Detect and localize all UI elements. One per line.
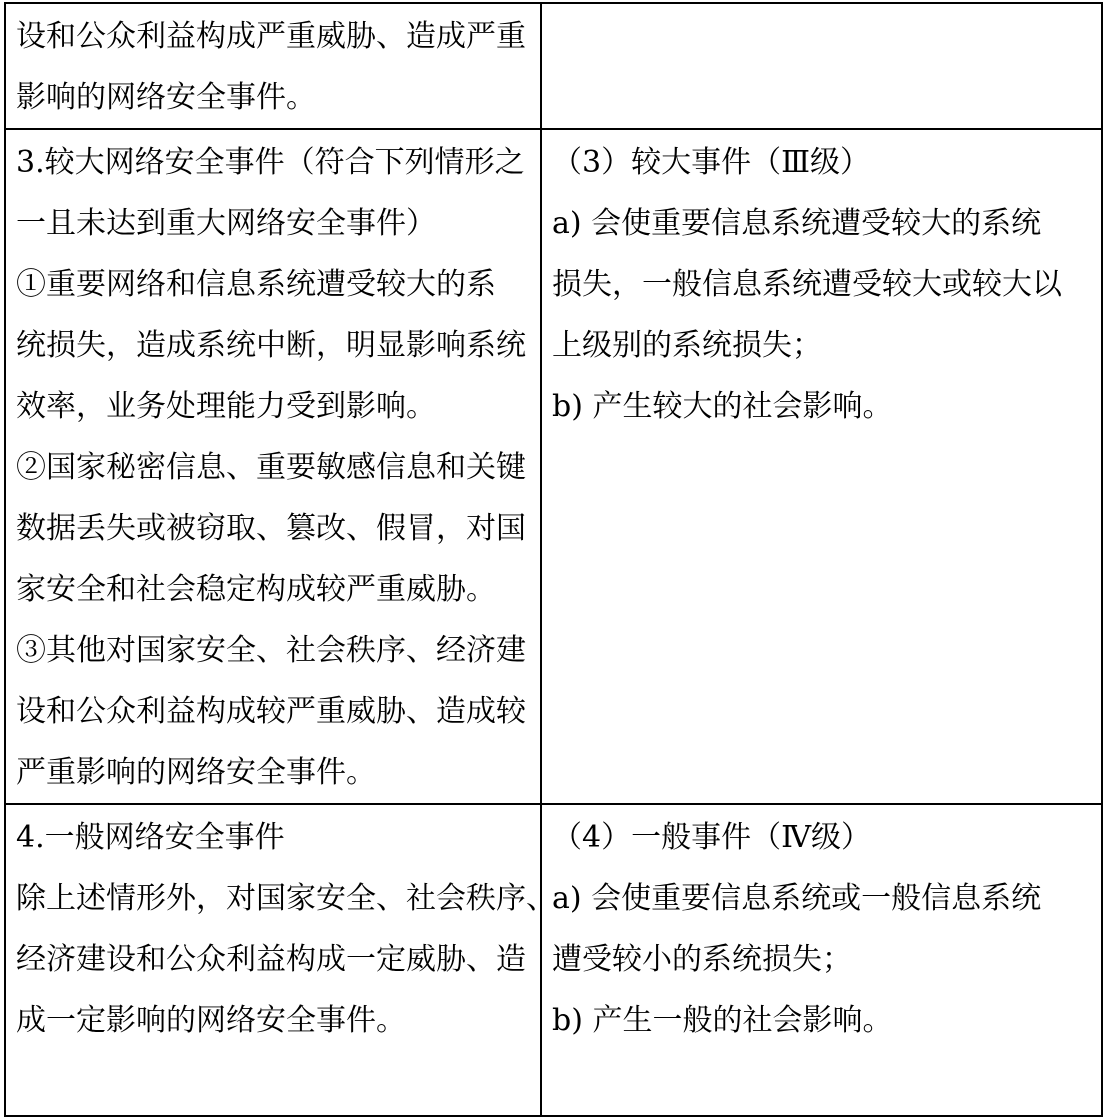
text-line: 一且未达到重大网络安全事件） <box>16 206 436 241</box>
text-line: （3）较大事件（Ⅲ级） <box>552 145 871 180</box>
cell-left-major-incident <box>5 129 541 804</box>
text-line: 经济建设和公众利益构成一定威胁、造 <box>16 942 526 977</box>
text-line: 设和公众利益构成严重威胁、造成严重 <box>16 19 526 54</box>
text-line: a) 会使重要信息系统遭受较大的系统 <box>552 206 1042 241</box>
text-line: b) 产生一般的社会影响。 <box>552 1003 893 1038</box>
text-line: 除上述情形外，对国家安全、社会秩序、 <box>16 881 556 916</box>
text-line: 损失，一般信息系统遭受较大或较大以 <box>552 267 1062 302</box>
text-line: 家安全和社会稳定构成较严重威胁。 <box>16 572 496 607</box>
cell-right-major-event-level3 <box>541 129 1102 804</box>
text-line: 上级别的系统损失； <box>552 328 822 363</box>
table-row <box>5 129 1102 804</box>
cell-right-general-event-level4 <box>541 804 1102 1116</box>
text-line: 成一定影响的网络安全事件。 <box>16 1003 406 1038</box>
text-line: 效率，业务处理能力受到影响。 <box>16 389 436 424</box>
text-line: 影响的网络安全事件。 <box>16 80 316 115</box>
text-line: 3.较大网络安全事件（符合下列情形之 <box>16 145 525 180</box>
text-line: 严重影响的网络安全事件。 <box>16 755 376 790</box>
text-line: ②国家秘密信息、重要敏感信息和关键 <box>16 450 526 485</box>
cell-left-severe-continued <box>5 3 541 129</box>
text-line: b) 产生较大的社会影响。 <box>552 389 893 424</box>
text-line: 数据丢失或被窃取、篡改、假冒，对国 <box>16 511 526 546</box>
text-line: ①重要网络和信息系统遭受较大的系 <box>16 267 496 302</box>
cell-right-empty <box>541 3 1102 129</box>
text-line: ③其他对国家安全、社会秩序、经济建 <box>16 633 526 668</box>
text-line: 遭受较小的系统损失； <box>552 942 852 977</box>
text-line: 4.一般网络安全事件 <box>16 820 285 855</box>
table-row <box>5 3 1102 129</box>
text-line: a) 会使重要信息系统或一般信息系统 <box>552 881 1042 916</box>
table-row <box>5 804 1102 1116</box>
text-line: （4）一般事件（Ⅳ级） <box>552 820 872 855</box>
text-line: 设和公众利益构成较严重威胁、造成较 <box>16 694 526 729</box>
cell-left-general-incident <box>5 804 556 1116</box>
text-line: 统损失，造成系统中断，明显影响系统 <box>16 328 526 363</box>
incident-classification-table <box>4 2 1103 1117</box>
